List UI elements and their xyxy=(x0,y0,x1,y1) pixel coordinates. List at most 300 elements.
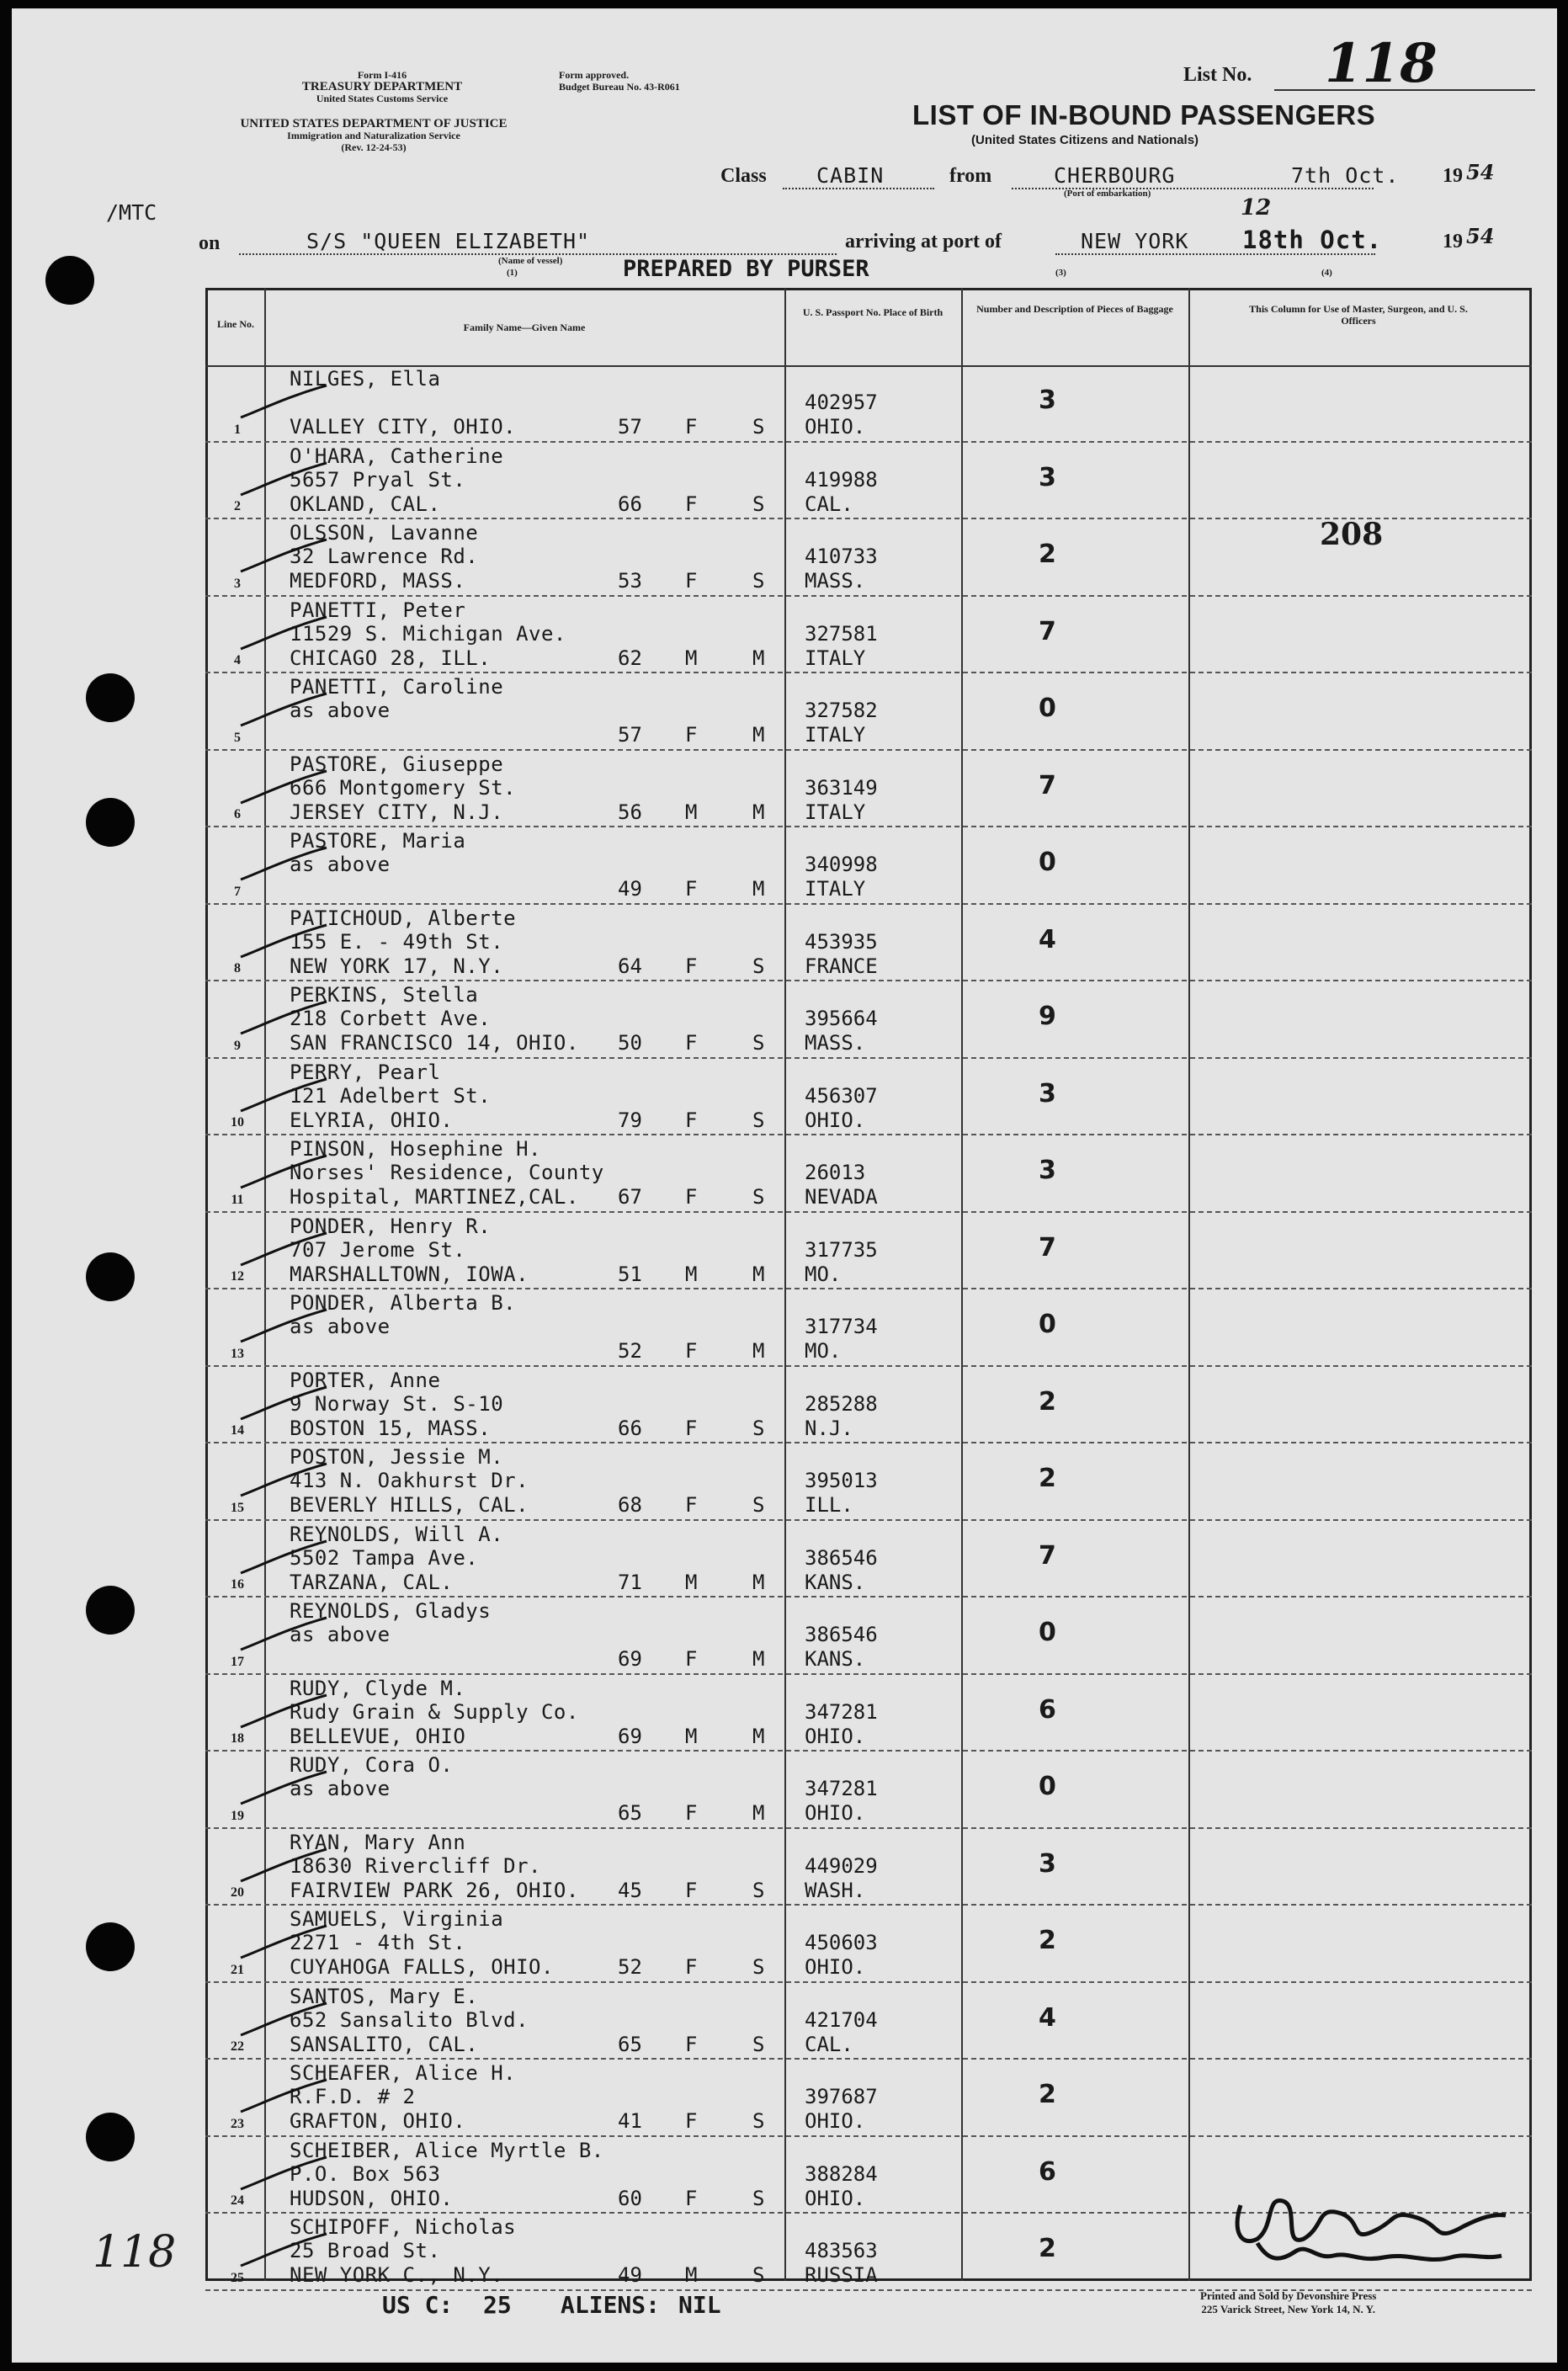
manifest-sheet xyxy=(12,8,1557,2363)
passenger-address: as above xyxy=(290,699,391,722)
passenger-name: O'HARA, Catherine xyxy=(290,444,504,468)
line-number: 14 xyxy=(231,1423,244,1438)
check-mark-icon xyxy=(237,1539,330,1575)
place-of-birth: OHIO. xyxy=(805,1955,866,1979)
passenger-city: MEDFORD, MASS. xyxy=(290,569,466,593)
passenger-address: 666 Montgomery St. xyxy=(290,775,517,800)
baggage-count: 3 xyxy=(1039,1156,1056,1185)
passenger-marital-status: S xyxy=(752,2109,765,2133)
passenger-address: 11529 S. Michigan Ave. xyxy=(290,621,566,646)
us-citizens-count: 25 xyxy=(483,2291,512,2319)
baggage-count: 7 xyxy=(1039,1232,1056,1263)
passenger-address: 5657 Pryal St. xyxy=(290,467,466,492)
place-of-birth: MO. xyxy=(805,1339,842,1363)
passenger-age: 53 xyxy=(618,569,642,593)
passenger-city: NEW YORK C., N.Y. xyxy=(290,2263,504,2287)
passenger-sex: M xyxy=(685,1724,698,1748)
margin-code: /MTC xyxy=(106,200,157,225)
baggage-count: 2 xyxy=(1039,2080,1056,2109)
table-row xyxy=(205,519,1532,597)
arrival-year: 54 xyxy=(1466,224,1495,248)
passenger-city: BEVERLY HILLS, CAL. xyxy=(290,1493,529,1517)
baggage-count: 7 xyxy=(1039,616,1056,646)
vessel-name: S/S "QUEEN ELIZABETH" xyxy=(239,229,837,255)
passenger-name: PANETTI, Peter xyxy=(290,598,466,622)
check-mark-icon xyxy=(237,1924,330,1959)
passenger-sex: M xyxy=(685,1570,698,1594)
table-row xyxy=(205,1367,1532,1444)
baggage-count: 6 xyxy=(1039,2156,1056,2187)
line-number: 7 xyxy=(234,884,241,899)
line-number: 22 xyxy=(231,2039,244,2054)
table-row xyxy=(205,1906,1532,1983)
baggage-count: 7 xyxy=(1039,1540,1056,1571)
passenger-sex: M xyxy=(685,2263,698,2287)
margin-number: 118 xyxy=(93,2227,177,2278)
passport-number: 285288 xyxy=(805,1391,878,1416)
passenger-age: 41 xyxy=(618,2109,642,2133)
passport-number: 483563 xyxy=(805,2239,878,2262)
passenger-name: SCHIPOFF, Nicholas xyxy=(290,2215,517,2239)
baggage-count: 3 xyxy=(1039,385,1056,415)
passenger-city: SANSALITO, CAL. xyxy=(290,2032,479,2056)
passenger-marital-status: S xyxy=(752,1955,765,1979)
passenger-age: 68 xyxy=(618,1493,642,1517)
passenger-age: 66 xyxy=(618,1416,642,1440)
place-of-birth: CAL. xyxy=(805,492,853,516)
passenger-age: 67 xyxy=(618,1185,642,1209)
baggage-count: 0 xyxy=(1039,848,1056,877)
passenger-age: 66 xyxy=(618,492,642,516)
arrival-year-prefix: 19 xyxy=(1443,231,1463,253)
passenger-age: 71 xyxy=(618,1570,642,1594)
passenger-city: BELLEVUE, OHIO xyxy=(290,1724,466,1748)
passenger-marital-status: S xyxy=(752,1878,765,1902)
caption-4: (4) xyxy=(1321,268,1332,278)
passenger-city: OKLAND, CAL. xyxy=(290,492,441,516)
baggage-count: 4 xyxy=(1039,924,1056,954)
passenger-address: P.O. Box 563 xyxy=(290,2161,441,2186)
officer-note: 208 xyxy=(1320,517,1384,552)
form-header-block xyxy=(256,69,508,104)
table-row xyxy=(205,1752,1532,1829)
check-mark-icon xyxy=(237,1462,330,1497)
rev-date: (Rev. 12-24-53) xyxy=(341,141,407,153)
line-number: 25 xyxy=(231,2270,244,2285)
baggage-count: 9 xyxy=(1039,1002,1056,1031)
passport-number: 317735 xyxy=(805,1237,878,1262)
passport-number: 419988 xyxy=(805,467,878,492)
approval-block xyxy=(559,69,680,93)
line-number: 8 xyxy=(234,961,241,976)
passenger-address: 121 Adelbert St. xyxy=(290,1083,492,1108)
place-of-birth: KANS. xyxy=(805,1570,866,1594)
port-caption: (Port of embarkation) xyxy=(1064,189,1151,199)
baggage-count: 2 xyxy=(1039,2234,1056,2263)
passenger-marital-status: S xyxy=(752,1108,765,1132)
passenger-city: MARSHALLTOWN, IOWA. xyxy=(290,1262,529,1286)
punch-hole xyxy=(45,256,94,305)
line-number: 6 xyxy=(234,807,241,821)
passenger-address: 2271 - 4th St. xyxy=(290,1931,466,1954)
passenger-name: PONDER, Henry R. xyxy=(290,1214,492,1238)
table-row xyxy=(205,443,1532,520)
printer-line-1: Printed and Sold by Devonshire Press xyxy=(1200,2289,1377,2302)
passport-number: 327581 xyxy=(805,621,878,646)
passport-number: 347281 xyxy=(805,1777,878,1800)
passenger-name: SCHEIBER, Alice Myrtle B. xyxy=(290,2138,604,2162)
punch-hole xyxy=(86,1922,135,1971)
passenger-name: RYAN, Mary Ann xyxy=(290,1830,466,1854)
line-number: 10 xyxy=(231,1115,244,1130)
passenger-name: SAMUELS, Virginia xyxy=(290,1907,504,1931)
place-of-birth: OHIO. xyxy=(805,2186,866,2210)
place-of-birth: ITALY xyxy=(805,723,866,747)
passenger-sex: F xyxy=(685,1416,698,1440)
us-citizens-label: US C: xyxy=(382,2291,454,2319)
arrival-port: NEW YORK xyxy=(1055,229,1375,255)
aliens-value: NIL xyxy=(678,2291,721,2319)
passenger-address: Rudy Grain & Supply Co. xyxy=(290,1699,579,1724)
passenger-city: HUDSON, OHIO. xyxy=(290,2186,454,2210)
passenger-sex: F xyxy=(685,723,698,747)
passenger-marital-status: S xyxy=(752,415,765,439)
passenger-city: CUYAHOGA FALLS, OHIO. xyxy=(290,1955,554,1979)
baggage-count: 0 xyxy=(1039,694,1056,723)
passenger-marital-status: M xyxy=(752,1647,765,1671)
check-mark-icon xyxy=(237,384,330,419)
passenger-marital-status: S xyxy=(752,1416,765,1440)
line-number: 1 xyxy=(234,422,241,437)
from-value: CHERBOURG xyxy=(1012,163,1374,189)
passenger-age: 65 xyxy=(618,1801,642,1825)
line-number: 3 xyxy=(234,576,241,591)
passenger-city: SAN FRANCISCO 14, OHIO. xyxy=(290,1031,579,1055)
check-mark-icon xyxy=(237,846,330,881)
caption-1: (1) xyxy=(507,268,518,278)
check-mark-icon xyxy=(237,2156,330,2191)
place-of-birth: OHIO. xyxy=(805,1724,866,1748)
passenger-sex: F xyxy=(685,1031,698,1055)
baggage-count: 2 xyxy=(1039,1464,1056,1493)
passenger-age: 52 xyxy=(618,1955,642,1979)
punch-hole xyxy=(86,2113,135,2161)
passenger-age: 57 xyxy=(618,723,642,747)
table-row xyxy=(205,597,1532,674)
place-of-birth: OHIO. xyxy=(805,1108,866,1132)
passenger-city: NEW YORK 17, N.Y. xyxy=(290,954,504,978)
passenger-sex: F xyxy=(685,1185,698,1209)
from-label: from xyxy=(949,165,992,187)
place-of-birth: MASS. xyxy=(805,1031,866,1055)
passenger-city: TARZANA, CAL. xyxy=(290,1570,454,1594)
passenger-marital-status: S xyxy=(752,492,765,516)
passenger-address: 707 Jerome St. xyxy=(290,1237,466,1262)
punch-hole xyxy=(86,1586,135,1635)
printer-line-2: 225 Varick Street, New York 14, N. Y. xyxy=(1201,2303,1376,2315)
passenger-age: 51 xyxy=(618,1262,642,1286)
place-of-birth: ITALY xyxy=(805,800,866,824)
check-mark-icon xyxy=(237,1154,330,1189)
passenger-marital-status: M xyxy=(752,1339,765,1363)
passenger-marital-status: S xyxy=(752,954,765,978)
check-mark-icon xyxy=(237,1385,330,1421)
passenger-name: SCHEAFER, Alice H. xyxy=(290,2061,517,2085)
document-subtitle: (United States Citizens and Nationals) xyxy=(971,133,1199,147)
passenger-address: as above xyxy=(290,853,391,876)
passenger-address: as above xyxy=(290,1777,391,1800)
table-row xyxy=(205,1289,1532,1367)
passenger-sex: F xyxy=(685,1647,698,1671)
check-mark-icon xyxy=(237,1770,330,1805)
list-no-label: List No. xyxy=(1183,64,1252,86)
table-row xyxy=(205,981,1532,1059)
baggage-count: 3 xyxy=(1039,1848,1056,1879)
customs-service: United States Customs Service xyxy=(316,93,449,104)
table-row xyxy=(205,1983,1532,2060)
baggage-count: 3 xyxy=(1039,462,1056,492)
passenger-age: 64 xyxy=(618,954,642,978)
aliens-label: ALIENS: xyxy=(561,2291,661,2319)
line-number: 20 xyxy=(231,1885,244,1900)
place-of-birth: ILL. xyxy=(805,1493,853,1517)
on-label: on xyxy=(199,232,221,254)
col-line-no: Line No. xyxy=(216,318,254,330)
table-row xyxy=(205,751,1532,828)
passenger-address: R.F.D. # 2 xyxy=(290,2085,416,2108)
place-of-birth: KANS. xyxy=(805,1647,866,1671)
passenger-sex: F xyxy=(685,2109,698,2133)
baggage-count: 4 xyxy=(1039,2002,1056,2033)
passport-number: 456307 xyxy=(805,1083,878,1108)
line-number: 5 xyxy=(234,730,241,745)
table-row xyxy=(205,673,1532,751)
punch-hole xyxy=(86,798,135,847)
doj-block xyxy=(180,118,567,153)
departure-year: 54 xyxy=(1466,160,1495,184)
passenger-age: 69 xyxy=(618,1724,642,1748)
passenger-marital-status: S xyxy=(752,2263,765,2287)
passport-number: 395664 xyxy=(805,1007,878,1030)
passenger-sex: M xyxy=(685,646,698,670)
passenger-name: PINSON, Hosephine H. xyxy=(290,1137,541,1161)
line-number: 15 xyxy=(231,1500,244,1515)
passenger-city: GRAFTON, OHIO. xyxy=(290,2109,466,2133)
passenger-name: NILGES, Ella xyxy=(290,367,441,391)
check-mark-icon xyxy=(237,1077,330,1113)
vessel-caption: (Name of vessel) xyxy=(498,256,563,266)
baggage-count: 6 xyxy=(1039,1694,1056,1725)
passenger-name: PERRY, Pearl xyxy=(290,1060,441,1084)
passport-number: 388284 xyxy=(805,2161,878,2186)
passport-number: 453935 xyxy=(805,929,878,954)
passport-number: 26013 xyxy=(805,1161,866,1184)
check-mark-icon xyxy=(237,615,330,651)
departure-date: 7th Oct. xyxy=(1291,163,1400,188)
passenger-address: 18630 Rivercliff Dr. xyxy=(290,1853,541,1878)
passport-number: 363149 xyxy=(805,775,878,800)
passenger-marital-status: M xyxy=(752,1724,765,1748)
passenger-sex: M xyxy=(685,1262,698,1286)
passenger-age: 62 xyxy=(618,646,642,670)
place-of-birth: CAL. xyxy=(805,2032,853,2056)
arriving-label: arriving at port of xyxy=(845,231,1002,253)
table-row xyxy=(205,1135,1532,1213)
place-of-birth: N.J. xyxy=(805,1416,853,1440)
line-number: 12 xyxy=(231,1269,244,1284)
passport-number: 386546 xyxy=(805,1623,878,1646)
passenger-city: ELYRIA, OHIO. xyxy=(290,1108,454,1132)
class-value: CABIN xyxy=(783,163,934,189)
passenger-marital-status: M xyxy=(752,646,765,670)
passenger-address: 218 Corbett Ave. xyxy=(290,1007,492,1030)
check-mark-icon xyxy=(237,1000,330,1035)
passenger-marital-status: M xyxy=(752,877,765,901)
col-passport: U. S. Passport No. Place of Birth xyxy=(802,306,943,318)
passenger-age: 50 xyxy=(618,1031,642,1055)
caption-3: (3) xyxy=(1055,268,1066,278)
passenger-age: 65 xyxy=(618,2032,642,2056)
passenger-age: 69 xyxy=(618,1647,642,1671)
check-mark-icon xyxy=(237,2232,330,2267)
punch-hole xyxy=(86,673,135,722)
passenger-address: 5502 Tampa Ave. xyxy=(290,1545,479,1570)
form-approved: Form approved. xyxy=(559,69,630,81)
passport-number: 395013 xyxy=(805,1469,878,1492)
passport-number: 347281 xyxy=(805,1699,878,1724)
passenger-marital-status: M xyxy=(752,1570,765,1594)
table-row xyxy=(205,1443,1532,1521)
passenger-city: Hospital, MARTINEZ,CAL. xyxy=(290,1185,579,1209)
passenger-age: 60 xyxy=(618,2186,642,2210)
passenger-marital-status: S xyxy=(752,1185,765,1209)
passenger-age: 57 xyxy=(618,415,642,439)
check-mark-icon xyxy=(237,1693,330,1729)
baggage-count: 2 xyxy=(1039,540,1056,569)
passenger-name: REYNOLDS, Gladys xyxy=(290,1599,492,1623)
line-number: 19 xyxy=(231,1808,244,1823)
passenger-address: as above xyxy=(290,1315,391,1338)
line-number: 9 xyxy=(234,1038,241,1053)
passenger-address: 413 N. Oakhurst Dr. xyxy=(290,1469,529,1492)
passenger-sex: F xyxy=(685,1878,698,1902)
line-number: 4 xyxy=(234,653,241,667)
passenger-city: FAIRVIEW PARK 26, OHIO. xyxy=(290,1878,579,1902)
passport-number: 397687 xyxy=(805,2085,878,2108)
passenger-sex: F xyxy=(685,1493,698,1517)
passenger-name: PATICHOUD, Alberte xyxy=(290,906,517,930)
passenger-address: as above xyxy=(290,1623,391,1646)
passport-number: 410733 xyxy=(805,545,878,568)
passenger-name: PASTORE, Maria xyxy=(290,829,466,853)
baggage-count: 2 xyxy=(1039,1386,1056,1417)
passenger-address: 25 Broad St. xyxy=(290,2239,441,2262)
passenger-marital-status: S xyxy=(752,1031,765,1055)
line-number: 23 xyxy=(231,2116,244,2131)
place-of-birth: OHIO. xyxy=(805,415,866,439)
class-label: Class xyxy=(720,165,767,187)
place-of-birth: ITALY xyxy=(805,646,866,670)
table-row xyxy=(205,1521,1532,1598)
passenger-name: SANTOS, Mary E. xyxy=(290,1984,479,2008)
passenger-name: OLSSON, Lavanne xyxy=(290,521,479,545)
check-mark-icon xyxy=(237,1308,330,1343)
passenger-age: 56 xyxy=(618,800,642,824)
check-mark-icon xyxy=(237,1847,330,1883)
purser-signature xyxy=(1224,2180,1510,2273)
passport-number: 450603 xyxy=(805,1931,878,1954)
passport-number: 421704 xyxy=(805,2007,878,2032)
passenger-name: PANETTI, Caroline xyxy=(290,675,504,699)
check-mark-icon xyxy=(237,923,330,959)
passenger-sex: F xyxy=(685,1801,698,1825)
punch-hole xyxy=(86,1252,135,1301)
passenger-sex: F xyxy=(685,2186,698,2210)
place-of-birth: NEVADA xyxy=(805,1185,878,1209)
passenger-sex: F xyxy=(685,1339,698,1363)
place-of-birth: MO. xyxy=(805,1262,842,1286)
table-row xyxy=(205,1213,1532,1290)
passenger-name: REYNOLDS, Will A. xyxy=(290,1522,504,1546)
baggage-count: 2 xyxy=(1039,1926,1056,1955)
passenger-address: 155 E. - 49th St. xyxy=(290,929,504,954)
passenger-city: VALLEY CITY, OHIO. xyxy=(290,415,517,439)
line-number: 13 xyxy=(231,1346,244,1361)
passenger-name: RUDY, Clyde M. xyxy=(290,1676,466,1700)
passenger-city: CHICAGO 28, ILL. xyxy=(290,646,492,670)
passport-number: 327582 xyxy=(805,699,878,722)
passport-number: 317734 xyxy=(805,1315,878,1338)
place-of-birth: WASH. xyxy=(805,1878,866,1902)
table-row xyxy=(205,1675,1532,1752)
passenger-address: 9 Norway St. S-10 xyxy=(290,1391,504,1416)
passenger-sex: M xyxy=(685,800,698,824)
line-number: 24 xyxy=(231,2193,244,2208)
arrival-date: 18th Oct. xyxy=(1242,226,1383,254)
passenger-age: 79 xyxy=(618,1108,642,1132)
passenger-name: PERKINS, Stella xyxy=(290,983,479,1007)
doj-title: UNITED STATES DEPARTMENT OF JUSTICE xyxy=(240,117,508,130)
passport-number: 386546 xyxy=(805,1545,878,1570)
passenger-age: 49 xyxy=(618,2263,642,2287)
baggage-count: 7 xyxy=(1039,770,1056,800)
place-of-birth: FRANCE xyxy=(805,954,878,978)
passenger-city: BOSTON 15, MASS. xyxy=(290,1416,492,1440)
departure-year-prefix: 19 xyxy=(1443,165,1463,187)
passenger-marital-status: S xyxy=(752,2186,765,2210)
baggage-count: 3 xyxy=(1039,1078,1056,1108)
table-row xyxy=(205,1059,1532,1136)
check-mark-icon xyxy=(237,1616,330,1651)
line-number: 18 xyxy=(231,1731,244,1746)
passenger-sex: F xyxy=(685,2032,698,2056)
check-mark-icon xyxy=(237,2002,330,2037)
passenger-age: 49 xyxy=(618,877,642,901)
prepared-by: PREPARED BY PURSER xyxy=(623,256,869,282)
col-officers: This Column for Use of Master, Surgeon, and U. S. Officers xyxy=(1249,303,1468,327)
passenger-marital-status: M xyxy=(752,1262,765,1286)
treasury-dept: TREASURY DEPARTMENT xyxy=(301,80,463,93)
check-mark-icon xyxy=(237,461,330,497)
passenger-name: PORTER, Anne xyxy=(290,1368,441,1392)
table-row xyxy=(205,1598,1532,1675)
line-number: 2 xyxy=(234,499,241,513)
baggage-count: 0 xyxy=(1039,1618,1056,1647)
passenger-sex: F xyxy=(685,415,698,439)
place-of-birth: ITALY xyxy=(805,877,866,901)
list-no-line xyxy=(1274,89,1535,91)
table-row xyxy=(205,2060,1532,2137)
